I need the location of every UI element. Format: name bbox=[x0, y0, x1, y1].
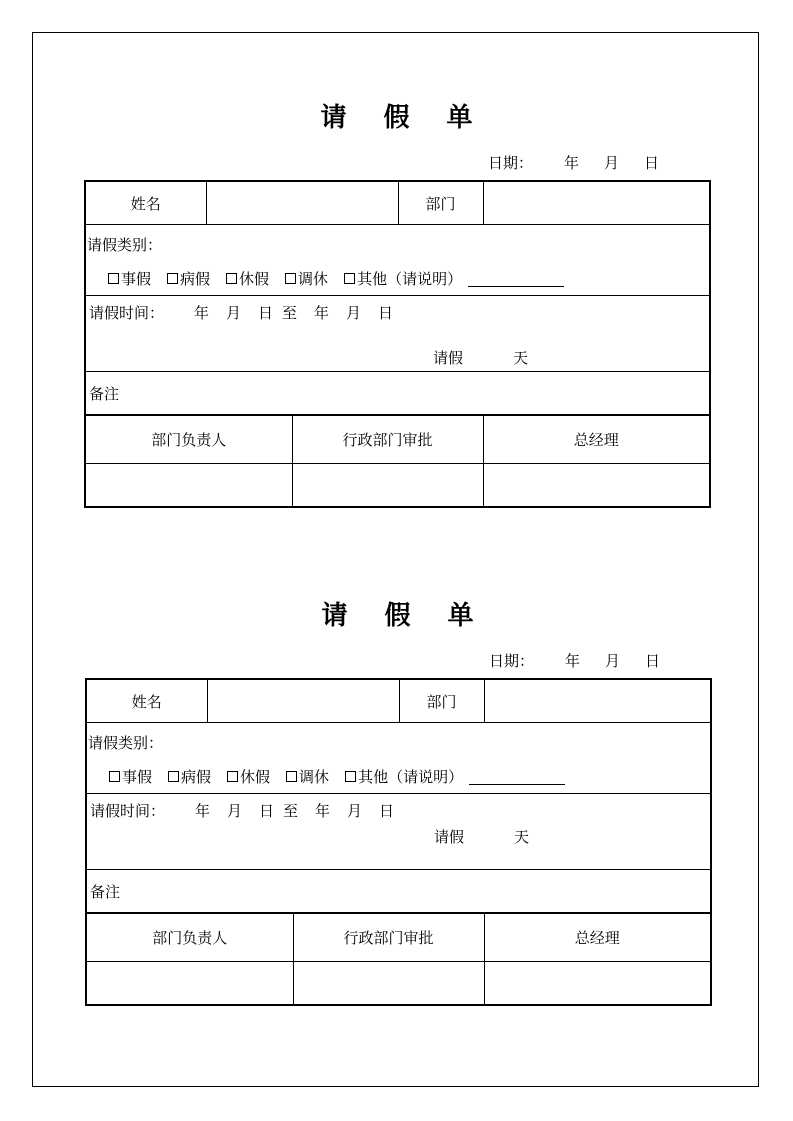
option-personal-leave[interactable] bbox=[108, 268, 151, 289]
dept-label: 部门 bbox=[399, 679, 484, 723]
signature-body-row bbox=[86, 962, 711, 1006]
option-vacation[interactable] bbox=[226, 268, 269, 289]
signature-body-row bbox=[85, 464, 710, 508]
checkbox-icon[interactable] bbox=[109, 771, 120, 782]
form-title: 请 假 单 bbox=[321, 601, 488, 631]
end-day[interactable]: 日 bbox=[378, 304, 394, 322]
checkbox-icon[interactable] bbox=[286, 771, 297, 782]
leave-type-cell bbox=[85, 225, 710, 296]
option-label: 事假 bbox=[121, 269, 152, 288]
leave-type-row bbox=[85, 225, 710, 296]
checkbox-icon[interactable] bbox=[285, 273, 296, 284]
leave-table bbox=[84, 180, 711, 508]
leave-time-label: 请假时间： bbox=[89, 304, 165, 322]
leave-form-2 bbox=[85, 594, 710, 1006]
leave-type-row bbox=[86, 723, 711, 794]
start-day[interactable]: 日 bbox=[258, 304, 274, 322]
leave-type-options bbox=[86, 266, 709, 290]
option-label: 其他（请说明） bbox=[357, 269, 463, 288]
name-field[interactable] bbox=[207, 679, 399, 723]
checkbox-icon[interactable] bbox=[108, 273, 119, 284]
note-label: 备注 bbox=[90, 882, 121, 901]
dept-head-label: 部门负责人 bbox=[85, 415, 292, 464]
option-sick-leave[interactable] bbox=[168, 766, 211, 787]
leave-label: 请假 bbox=[434, 828, 465, 846]
signature-head-row bbox=[86, 913, 711, 962]
date-day[interactable]: 日 bbox=[645, 652, 661, 670]
date-year[interactable]: 年 bbox=[564, 154, 580, 172]
dept-field[interactable] bbox=[483, 181, 710, 225]
date-year[interactable]: 年 bbox=[565, 652, 581, 670]
checkbox-icon[interactable] bbox=[344, 273, 355, 284]
option-shift-off[interactable] bbox=[286, 766, 329, 787]
date-month[interactable]: 月 bbox=[605, 652, 621, 670]
option-other[interactable] bbox=[344, 268, 462, 289]
general-manager-label: 总经理 bbox=[484, 913, 711, 962]
dept-head-sign-field[interactable] bbox=[86, 962, 293, 1006]
signature-head-row bbox=[85, 415, 710, 464]
name-label: 姓名 bbox=[85, 181, 206, 225]
start-day[interactable]: 日 bbox=[259, 802, 275, 820]
general-manager-label: 总经理 bbox=[483, 415, 710, 464]
dept-head-sign-field[interactable] bbox=[85, 464, 292, 508]
leave-type-options bbox=[87, 764, 710, 788]
days-label[interactable]: 天 bbox=[513, 349, 529, 367]
date-month[interactable]: 月 bbox=[604, 154, 620, 172]
leave-label: 请假 bbox=[433, 349, 464, 367]
name-dept-row bbox=[86, 679, 711, 723]
end-year[interactable]: 年 bbox=[315, 802, 331, 820]
days-label[interactable]: 天 bbox=[514, 828, 530, 846]
end-month[interactable]: 月 bbox=[347, 802, 363, 820]
name-field[interactable] bbox=[206, 181, 398, 225]
admin-approval-label: 行政部门审批 bbox=[292, 415, 483, 464]
checkbox-icon[interactable] bbox=[168, 771, 179, 782]
checkbox-icon[interactable] bbox=[226, 273, 237, 284]
note-cell[interactable] bbox=[86, 870, 711, 914]
date-label: 日期： bbox=[489, 652, 535, 670]
leave-type-label: 请假类别： bbox=[87, 236, 163, 254]
general-manager-sign-field[interactable] bbox=[484, 962, 711, 1006]
general-manager-sign-field[interactable] bbox=[483, 464, 710, 508]
start-year[interactable]: 年 bbox=[194, 304, 210, 322]
option-label: 调休 bbox=[299, 767, 330, 786]
admin-approval-sign-field[interactable] bbox=[292, 464, 483, 508]
to-label: 至 bbox=[282, 304, 298, 322]
option-label: 病假 bbox=[180, 269, 211, 288]
leave-time-cell bbox=[86, 794, 711, 870]
leave-time-wrap bbox=[86, 296, 709, 371]
name-label: 姓名 bbox=[86, 679, 207, 723]
dept-field[interactable] bbox=[484, 679, 711, 723]
admin-approval-sign-field[interactable] bbox=[293, 962, 484, 1006]
checkbox-icon[interactable] bbox=[227, 771, 238, 782]
note-row bbox=[86, 870, 711, 914]
leave-type-label: 请假类别： bbox=[88, 734, 164, 752]
end-month[interactable]: 月 bbox=[346, 304, 362, 322]
start-month[interactable]: 月 bbox=[226, 304, 242, 322]
leave-time-row bbox=[86, 794, 711, 870]
note-row bbox=[85, 372, 710, 416]
leave-table bbox=[85, 678, 712, 1006]
date-line bbox=[85, 638, 710, 678]
option-label: 休假 bbox=[239, 269, 270, 288]
option-personal-leave[interactable] bbox=[109, 766, 152, 787]
option-label: 调休 bbox=[298, 269, 329, 288]
option-label: 事假 bbox=[122, 767, 153, 786]
leave-time-label: 请假时间： bbox=[90, 802, 166, 820]
other-explain-field[interactable] bbox=[468, 270, 564, 287]
leave-form-1 bbox=[84, 96, 709, 508]
date-line bbox=[84, 140, 709, 180]
option-shift-off[interactable] bbox=[285, 268, 328, 289]
name-dept-row bbox=[85, 181, 710, 225]
leave-time-wrap bbox=[87, 794, 710, 869]
option-label: 病假 bbox=[181, 767, 212, 786]
date-day[interactable]: 日 bbox=[644, 154, 660, 172]
option-label: 休假 bbox=[240, 767, 271, 786]
note-cell[interactable] bbox=[85, 372, 710, 416]
leave-type-cell bbox=[86, 723, 711, 794]
start-year[interactable]: 年 bbox=[195, 802, 211, 820]
option-vacation[interactable] bbox=[227, 766, 270, 787]
end-year[interactable]: 年 bbox=[314, 304, 330, 322]
date-label: 日期： bbox=[488, 154, 534, 172]
to-label: 至 bbox=[283, 802, 299, 820]
leave-time-row bbox=[85, 296, 710, 372]
end-day[interactable]: 日 bbox=[379, 802, 395, 820]
note-label: 备注 bbox=[89, 384, 120, 403]
dept-head-label: 部门负责人 bbox=[86, 913, 293, 962]
form-title: 请 假 单 bbox=[320, 103, 487, 133]
option-label: 其他（请说明） bbox=[358, 767, 464, 786]
start-month[interactable]: 月 bbox=[227, 802, 243, 820]
checkbox-icon[interactable] bbox=[167, 273, 178, 284]
dept-label: 部门 bbox=[398, 181, 483, 225]
leave-time-cell bbox=[85, 296, 710, 372]
option-other[interactable] bbox=[345, 766, 463, 787]
other-explain-field[interactable] bbox=[469, 768, 565, 785]
checkbox-icon[interactable] bbox=[345, 771, 356, 782]
admin-approval-label: 行政部门审批 bbox=[293, 913, 484, 962]
option-sick-leave[interactable] bbox=[167, 268, 210, 289]
